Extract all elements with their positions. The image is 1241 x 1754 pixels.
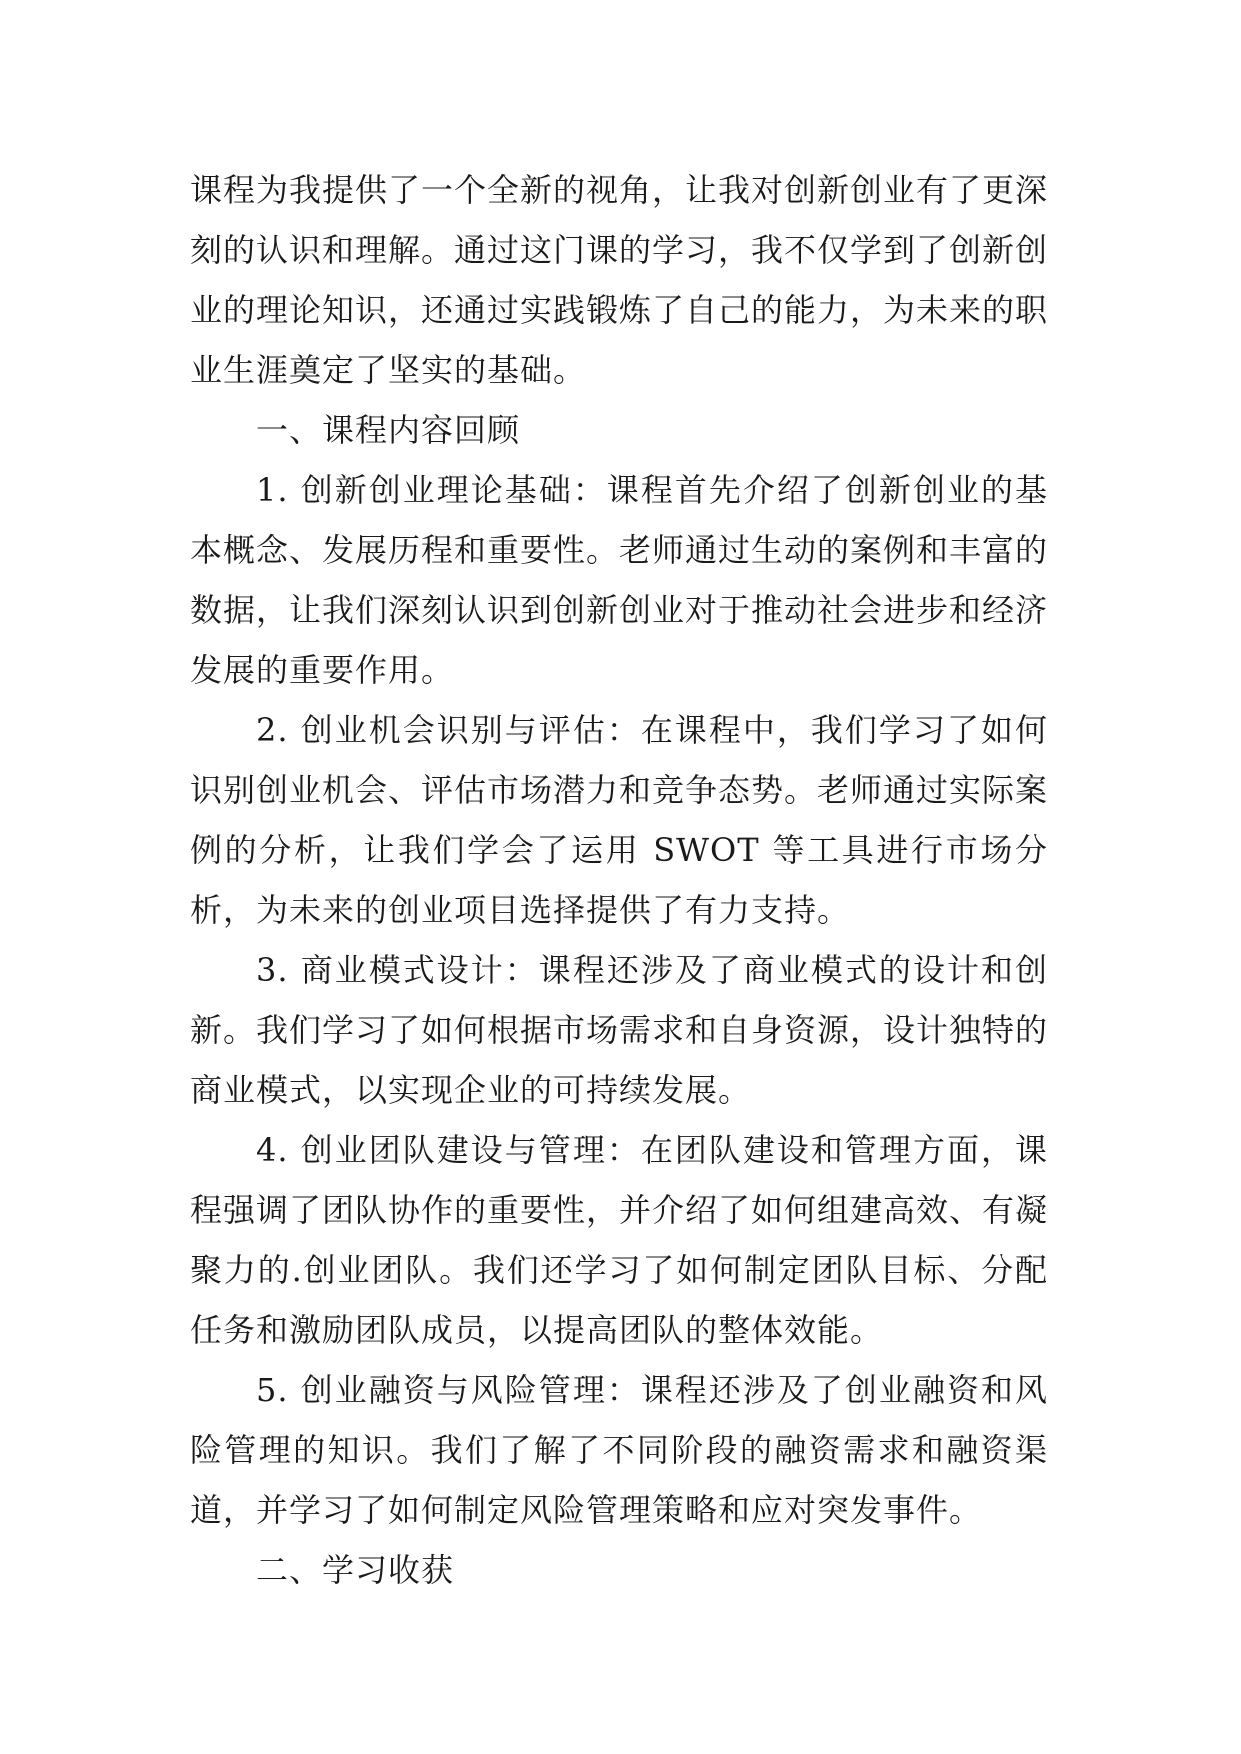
document-body [190,160,1048,1600]
list-item-opportunity: 2. 创业机会识别与评估：在课程中，我们学习了如何识别创业机会、评估市场潜力和竞争态势。老师通过实际案例的分析，让我们学会了运用 SWOT 等工具进行市场分析，为未来的创业项目选择提供了有力支持。 [190,711,1049,929]
list-item-theory: 1. 创新创业理论基础：课程首先介绍了创新创业的基本概念、发展历程和重要性。老师通过生动的案例和丰富的数据，让我们深刻认识到创新创业对于推动社会进步和经济发展的重要作用。 [190,471,1049,689]
list-item-business-model: 3. 商业模式设计：课程还涉及了商业模式的设计和创新。我们学习了如何根据市场需求和自身资源，设计独特的商业模式，以实现企业的可持续发展。 [190,951,1049,1109]
intro-paragraph: 课程为我提供了一个全新的视角，让我对创新创业有了更深刻的认识和理解。通过这门课的学习，我不仅学到了创新创业的理论知识，还通过实践锻炼了自己的能力，为未来的职业生涯奠定了坚实的基础。 [190,171,1049,389]
section-heading-learning-gains: 二、学习收获 [256,1551,455,1589]
list-item-team: 4. 创业团队建设与管理：在团队建设和管理方面，课程强调了团队协作的重要性，并介绍了如何组建高效、有凝聚力的.创业团队。我们还学习了如何制定团队目标、分配任务和激励团队成员，以提高团队的整体效能。 [190,1131,1049,1349]
section-heading-course-review: 一、课程内容回顾 [256,411,521,449]
list-item-financing: 5. 创业融资与风险管理：课程还涉及了创业融资和风险管理的知识。我们了解了不同阶段的融资需求和融资渠道，并学习了如何制定风险管理策略和应对突发事件。 [190,1371,1048,1529]
